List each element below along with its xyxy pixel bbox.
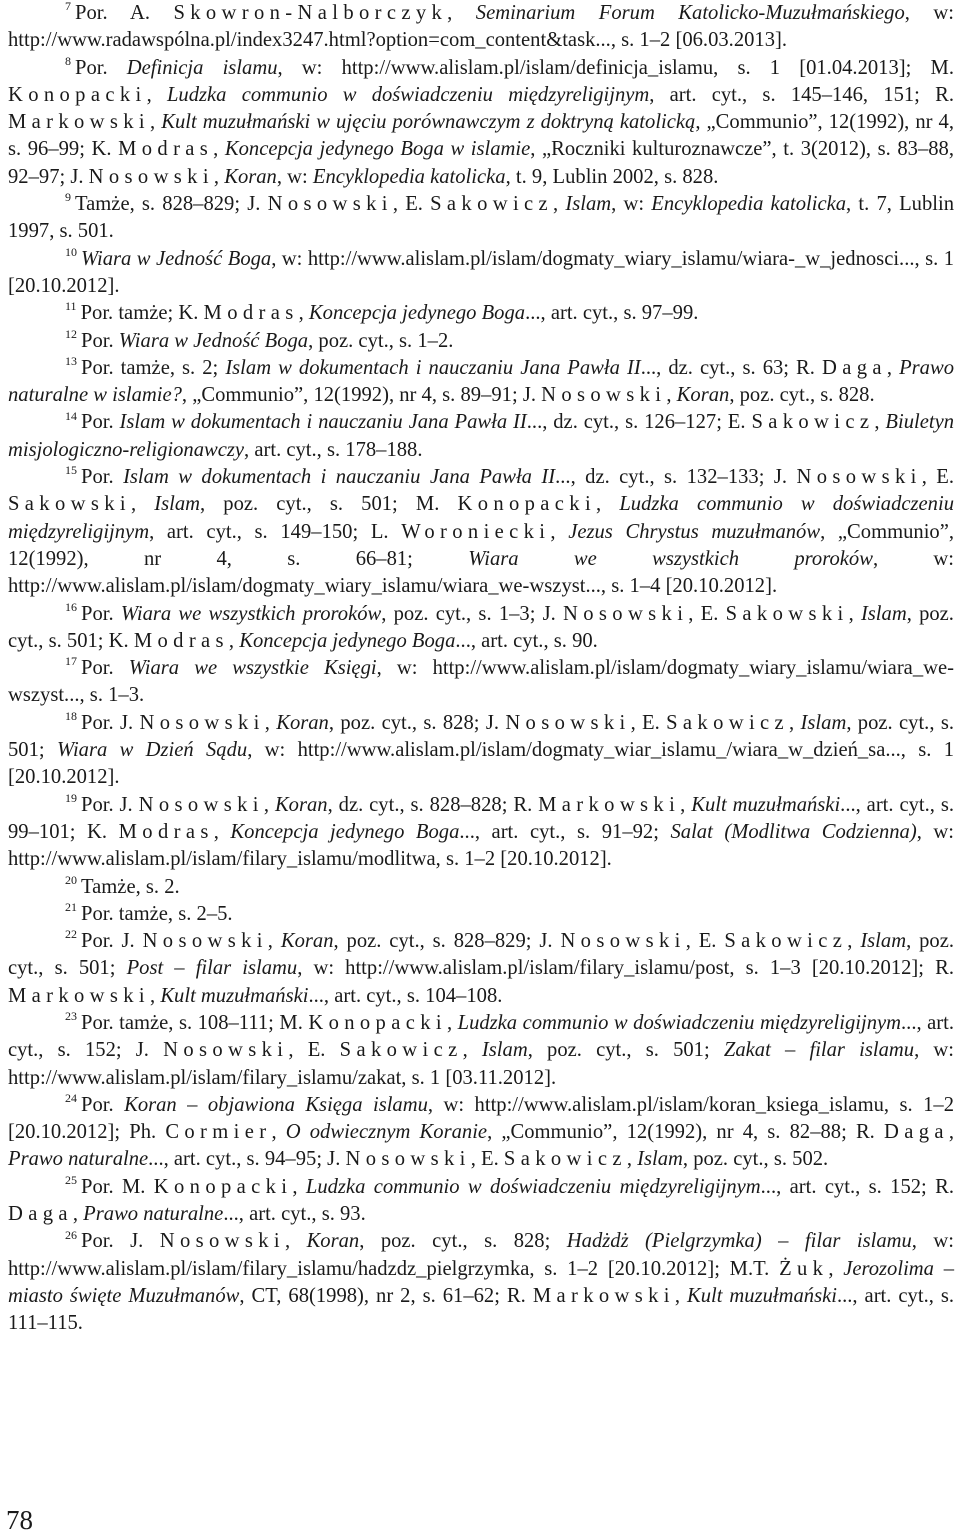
author-surname: Sakowski [8, 493, 131, 516]
footnote-text: , [72, 1203, 84, 1226]
author-surname: Daga [8, 1203, 73, 1226]
title-italic: Islam [154, 493, 200, 516]
author-surname: Nosowski [541, 384, 667, 407]
footnote-text: , w: http://www.alislam.pl/islam/filary_islamu/post, s. 1–3 [20.10.2012]; R. [297, 957, 954, 980]
title-italic: Prawo naturalne w islamie? [8, 356, 955, 407]
footnote-text: , poz. cyt., s. 828; J. [328, 711, 506, 734]
footnote-text: , „Communio”, 12(1992), nr 4, s. 96–99; K. [8, 111, 955, 161]
footnote-10 [8, 246, 954, 301]
footnote-text: Por. tamże, s. 2–5. [81, 902, 233, 925]
footnote-number: 12 [65, 326, 77, 341]
title-italic: Kult muzułmański [686, 1284, 837, 1307]
footnote-text: Por. tamże, s. 2; [81, 356, 226, 379]
footnote-text: , w: http://www.alislam.pl/islam/filary_islamu/hadzdz_pielgrzymka, s. 1–2 [20.10.2012]; M.T. [8, 1230, 954, 1280]
footnote-number: 8 [65, 53, 71, 68]
title-italic: Wiara w Dzień Sądu [56, 739, 248, 762]
author-surname: Nosowski [163, 1039, 289, 1062]
title-italic: Wiara we wszystkich proroków [468, 547, 873, 570]
author-surname: Nosowski [560, 930, 686, 953]
footnote-text: , „Communio”, 12(1992), nr 4, s. 89–91; J. [181, 384, 542, 407]
footnote-number: 21 [65, 899, 77, 914]
footnote-number: 16 [65, 599, 77, 614]
footnote-text: Por. tamże; K. [80, 302, 204, 325]
footnote-19 [8, 792, 954, 874]
title-italic: Zakat – filar islamu [723, 1039, 915, 1062]
author-surname: Sakowski [725, 602, 849, 625]
footnote-text: , w: http://www.alislam.pl/islam/dogmaty_wiary_islamu/wiara_we-wszyst..., s. 1–4 [20.10.2012]. [8, 547, 955, 598]
title-italic: Ludzka communio w doświadczeniu międzyreligijnym [305, 1175, 761, 1198]
footnote-17 [8, 655, 954, 710]
footnote-text: , w: [276, 165, 313, 188]
author-surname: Modras [133, 629, 229, 652]
footnote-text: , [150, 984, 161, 1007]
title-italic: Ludzka communio w doświadczeniu międzyreligijnym [457, 1011, 902, 1034]
footnote-text: Por. [75, 56, 127, 79]
footnote-text: ..., art. cyt., s. 90. [455, 629, 598, 652]
title-italic: Seminarium Forum Katolicko-Muzułmańskiego [475, 2, 905, 24]
author-surname: Modras [118, 820, 214, 843]
author-surname: Konopacki [8, 83, 147, 106]
author-surname: Nosowski [796, 466, 922, 489]
footnote-text: , [150, 111, 162, 134]
author-surname: Sakowicz [751, 411, 875, 434]
footnote-text: , poz. cyt., s. 828; [359, 1230, 567, 1253]
footnote-text: Por. [81, 329, 119, 352]
title-italic: Jerozolima – miasto święte Muzułmanów [8, 1257, 954, 1307]
footnote-text: , [298, 302, 309, 325]
title-italic: O odwiecznym Koranie [285, 1121, 488, 1144]
title-italic: Kult muzułmański [691, 793, 841, 816]
title-italic: Biuletyn misjologiczno-religionawczy [8, 411, 955, 461]
footnote-number: 24 [65, 1091, 77, 1106]
title-italic: Wiara w Jedność Boga [81, 247, 272, 270]
footnote-text: , poz. cyt., s. 1–2. [308, 329, 454, 352]
footnote-13 [8, 355, 954, 410]
footnote-number: 19 [65, 790, 77, 805]
footnote-text: , [213, 138, 225, 161]
footnote-24 [8, 1092, 954, 1174]
footnote-number: 11 [65, 299, 77, 314]
footnote-text: , poz. cyt., s. 828. [729, 384, 875, 407]
footnote-number: 22 [65, 927, 77, 942]
footnote-text: , w: http://www.alislam.pl/islam/definicja_islamu, s. 1 [01.04.2013]; M. [277, 56, 954, 79]
footnote-text: , poz. cyt., s. 501; [8, 711, 954, 762]
footnote-text: Por. M. [81, 1175, 154, 1198]
title-italic: Islam w dokumentach i nauczaniu Jana Pawła II [225, 356, 641, 379]
footnote-number: 7 [65, 0, 71, 14]
author-surname: Nosowski [267, 193, 393, 216]
footnote-text: , w: http://www.alislam.pl/islam/filary_islamu/zakat, s. 1 [03.11.2012]. [8, 1039, 954, 1089]
title-italic: Koran [280, 930, 334, 953]
title-italic: Wiara w Jedność Boga [118, 329, 309, 352]
footnote-text: , „Roczniki kulturoznawcze”, t. 3(2012), s. 83–88, 92–97; J. [8, 138, 954, 188]
footnote-text: , [680, 793, 692, 816]
footnote-20 [8, 874, 954, 901]
footnote-text: , E. [288, 1039, 340, 1062]
footnote-text: ..., art. cyt., s. 99–101; K. [8, 793, 955, 843]
footnote-text: ..., art. cyt., s. 97–99. [525, 302, 699, 325]
title-italic: Koran [276, 711, 329, 734]
title-italic: Salat (Modlitwa Codzienna) [670, 820, 917, 843]
footnote-text: , „Communio”, 12(1992), nr 4, s. 82–88; R. [487, 1121, 884, 1144]
footnote-text: , dz. cyt., s. 828–828; R. [327, 793, 539, 816]
footnote-text: , [847, 930, 861, 953]
footnote-text: , [228, 629, 240, 652]
title-italic: Jezus Chrystus muzułmanów [568, 520, 821, 543]
footnote-text: ..., dz. cyt., s. 63; R. [640, 356, 822, 379]
title-italic: Islam [565, 193, 612, 216]
page-number: 78 [6, 1505, 33, 1535]
footnote-text: , art. cyt., s. 145–146, 151; R. [649, 83, 955, 106]
footnote-text: ..., art. cyt., s. 91–92; [459, 820, 671, 843]
footnote-text: , art. cyt., s. 149–150; L. [149, 520, 402, 543]
footnote-text: , [874, 411, 886, 434]
author-surname: Cormier [165, 1121, 272, 1144]
footnote-text: , [666, 384, 677, 407]
footnote-16 [8, 601, 954, 656]
title-italic: Islam [860, 930, 907, 953]
footnote-text: ..., dz. cyt., s. 132–133; J. [555, 466, 797, 489]
title-italic: Islam w dokumentach i nauczaniu Jana Pawła II [123, 466, 556, 489]
footnote-text: , [284, 1230, 307, 1253]
footnote-text: , w: http://www.radawspólna.pl/index3247.html?option=com_content&task..., s. 1–2 [06.03.2013]. [8, 2, 954, 52]
author-surname: Skowron-Nalborczyk [173, 2, 448, 24]
footnote-text: , [886, 356, 900, 379]
footnote-11 [8, 300, 954, 327]
footnote-text: , [292, 1175, 306, 1198]
title-italic: Ludzka communio w doświadczeniu międzyreligijnym [8, 493, 954, 543]
title-italic: Encyklopedia katolicka [651, 193, 847, 216]
footnote-text: , t. 9, Lublin 2002, s. 828. [505, 165, 719, 188]
title-italic: Prawo naturalne [83, 1203, 224, 1226]
footnote-number: 18 [65, 708, 77, 723]
footnote-text: , E. [470, 1148, 504, 1171]
footnote-text: Por. [81, 657, 129, 680]
author-surname: Modras [203, 302, 299, 325]
footnote-text: , [789, 711, 801, 734]
title-italic: Islam [637, 1148, 683, 1171]
footnote-14 [8, 409, 954, 464]
footnote-text: , poz. cyt., s. 501; M. [200, 493, 458, 516]
footnote-text: Por. J. [81, 793, 139, 816]
footnote-text: , „Communio”, 12(1992), nr 4, s. 66–81; [8, 520, 955, 570]
footnote-number: 25 [65, 1172, 77, 1187]
footnote-text: , [146, 83, 167, 106]
author-surname: Sakowicz [724, 930, 848, 953]
author-surname: Daga [822, 356, 887, 379]
footnote-number: 10 [65, 244, 77, 259]
footnote-text: , [462, 1039, 482, 1062]
footnote-25 [8, 1174, 954, 1229]
footnote-text: Por. [81, 466, 124, 489]
footnote-text: Por. J. [81, 1230, 160, 1253]
title-italic: Post – filar islamu [126, 957, 298, 980]
author-surname: Markowski [538, 793, 681, 816]
footnote-number: 23 [65, 1009, 77, 1024]
title-italic: Ludzka communio w doświadczeniu międzyreligijnym [166, 83, 650, 106]
title-italic: Koncepcja jedynego Boga [230, 820, 460, 843]
footnote-21 [8, 901, 954, 928]
title-italic: Encyklopedia katolicka [312, 165, 506, 188]
footnote-8 [8, 55, 954, 191]
footnote-text: , [828, 1257, 844, 1280]
author-surname: Sakowicz [339, 1039, 463, 1062]
title-italic: Definicja islamu [126, 56, 278, 79]
title-italic: Prawo naturalne [8, 1148, 149, 1171]
footnote-text: ..., dz. cyt., s. 126–127; E. [526, 411, 752, 434]
footnote-text: , [553, 193, 566, 216]
footnotes-section [8, 0, 954, 1338]
title-italic: Islam [800, 711, 847, 734]
footnote-text: , w: http://www.alislam.pl/islam/dogmaty_wiary_islamu/wiara-_w_jednosci..., s. 1 [20.10.2012]. [8, 247, 954, 297]
footnote-text: , poz. cyt., s. 501; K. [8, 602, 954, 652]
title-italic: Koran [306, 1230, 360, 1253]
footnote-text: , [267, 930, 281, 953]
footnote-text: , t. 7, Lublin 1997, s. 501. [8, 193, 954, 243]
footnote-text: ..., art. cyt., s. 94–95; J. [148, 1148, 346, 1171]
footnote-text: , E. [685, 930, 725, 953]
author-surname: Sakowicz [503, 1148, 627, 1171]
footnote-text: , [213, 165, 225, 188]
footnote-text: Por. [81, 1093, 125, 1116]
title-italic: Koncepcja jedynego Boga [239, 629, 456, 652]
footnote-text: , [626, 1148, 638, 1171]
title-italic: Koncepcja jedynego Boga [308, 302, 526, 325]
author-surname: Markowski [532, 1284, 675, 1307]
author-surname: Woroniecki [401, 520, 551, 543]
footnote-text: , w: http://www.alislam.pl/islam/dogmaty_wiary_islamu/wiara_we-wszyst..., s. 1–3. [8, 657, 954, 707]
footnote-text: Por. J. [81, 930, 143, 953]
footnote-7 [8, 0, 954, 55]
author-surname: Nosowski [88, 165, 214, 188]
footnote-text: , art. cyt., s. 178–188. [244, 438, 423, 461]
title-italic: Koran – objawiona Księga islamu [124, 1093, 428, 1116]
author-surname: Markowski [8, 984, 151, 1007]
title-italic: Hadżdż (Pielgrzymka) – filar islamu [566, 1230, 912, 1253]
title-italic: Wiara we wszystkich proroków [120, 602, 382, 625]
footnote-text: ..., art. cyt., s. 152; R. [760, 1175, 954, 1198]
footnote-text: , E. [392, 193, 431, 216]
footnote-text: , poz. cyt., s. 501; [8, 930, 954, 980]
footnote-text: , w: http://www.alislam.pl/islam/koran_ksiega_islamu, s. 1–2 [20.10.2012]; Ph. [8, 1093, 954, 1144]
footnote-text: , E. [688, 602, 726, 625]
footnote-text: , poz. cyt., s. 501; [527, 1039, 724, 1062]
author-surname: Nosowski [142, 930, 268, 953]
footnote-text: , w: http://www.alislam.pl/islam/dogmaty_wiar_islamu_/wiara_w_dzień_sa..., s. 1 [20.10.2012]. [8, 739, 955, 789]
footnote-number: 9 [65, 190, 71, 205]
footnote-text: , [271, 1121, 286, 1144]
footnote-text: Por. A. [75, 2, 174, 24]
footnote-text: Por. tamże, s. 108–111; M. [81, 1011, 309, 1034]
footnote-number: 17 [65, 654, 77, 669]
footnote-text: ..., art. cyt., s. 152; J. [8, 1011, 954, 1062]
footnote-text: , CT, 68(1998), nr 2, s. 61–62; R. [239, 1284, 533, 1307]
author-surname: Nosowski [505, 711, 631, 734]
footnote-text: Tamże, s. 2. [81, 875, 180, 898]
footnote-text: , [550, 520, 569, 543]
footnote-number: 26 [65, 1227, 77, 1242]
footnote-12 [8, 328, 954, 355]
footnote-text: ..., art. cyt., s. 104–108. [308, 984, 503, 1007]
footnote-text: , w: http://www.alislam.pl/islam/filary_islamu/modlitwa, s. 1–2 [20.10.2012]. [8, 820, 955, 871]
footnote-text: , [447, 2, 476, 24]
footnote-number: 14 [65, 408, 77, 423]
author-surname: Żuk [779, 1257, 829, 1280]
author-surname: Nosowski [159, 1230, 285, 1253]
footnote-text: ..., art. cyt., s. 111–115. [8, 1284, 955, 1335]
footnote-text: , [263, 793, 275, 816]
footnote-text: , poz. cyt., s. 828–829; J. [333, 930, 561, 953]
footnote-26 [8, 1228, 954, 1337]
footnote-text: Por. [81, 411, 120, 434]
footnote-number: 13 [65, 354, 77, 368]
author-surname: Daga [883, 1121, 949, 1144]
title-italic: Kult muzułmański [160, 984, 309, 1007]
footnote-text: Por. J. [81, 711, 140, 734]
footnote-text: Tamże, s. 828–829; J. [75, 193, 268, 216]
title-italic: Islam [481, 1039, 528, 1062]
title-italic: Koran [676, 384, 730, 407]
author-surname: Konopacki [153, 1175, 293, 1198]
footnote-text: , poz. cyt., s. 502. [682, 1148, 829, 1171]
footnote-text: , [446, 1011, 458, 1034]
title-italic: Kult muzułmański w ujęciu porównawczym z doktryną katolicką [161, 111, 696, 134]
footnote-text: , w: [611, 193, 652, 216]
author-surname: Konopacki [457, 493, 597, 516]
title-italic: Islam w dokumentach i nauczaniu Jana Pawła II [119, 411, 527, 434]
author-surname: Markowski [8, 111, 151, 134]
footnote-text: , E. [921, 466, 955, 489]
author-surname: Nosowski [138, 793, 264, 816]
author-surname: Nosowski [563, 602, 689, 625]
author-surname: Modras [118, 138, 214, 161]
footnote-number: 15 [65, 463, 77, 478]
footnote-text: , poz. cyt., s. 1–3; J. [381, 602, 564, 625]
footnote-text: , [596, 493, 620, 516]
title-italic: Koncepcja jedynego Boga w islamie [224, 138, 531, 161]
footnote-22 [8, 928, 954, 1010]
footnote-text: Por. [81, 602, 121, 625]
footnote-23 [8, 1010, 954, 1092]
footnote-text: , [130, 493, 155, 516]
title-italic: Wiara we wszystkie Księgi [128, 657, 377, 680]
title-italic: Koran [224, 165, 277, 188]
author-surname: Sakowicz [666, 711, 790, 734]
author-surname: Sakowicz [430, 193, 554, 216]
author-surname: Nosowski [139, 711, 265, 734]
footnote-text: ..., art. cyt., s. 93. [223, 1203, 366, 1226]
footnote-15 [8, 464, 954, 600]
footnote-text: , [848, 602, 861, 625]
footnote-text: , [948, 1121, 955, 1144]
footnote-text: , [264, 711, 277, 734]
title-italic: Koran [274, 793, 328, 816]
author-surname: Nosowski [345, 1148, 471, 1171]
footnote-9 [8, 191, 954, 246]
footnote-number: 20 [65, 872, 77, 887]
footnote-text: , [213, 820, 231, 843]
footnote-18 [8, 710, 954, 792]
footnote-text: , E. [630, 711, 667, 734]
title-italic: Islam [860, 602, 907, 625]
footnote-text: , [674, 1284, 687, 1307]
author-surname: Konopacki [308, 1011, 447, 1034]
